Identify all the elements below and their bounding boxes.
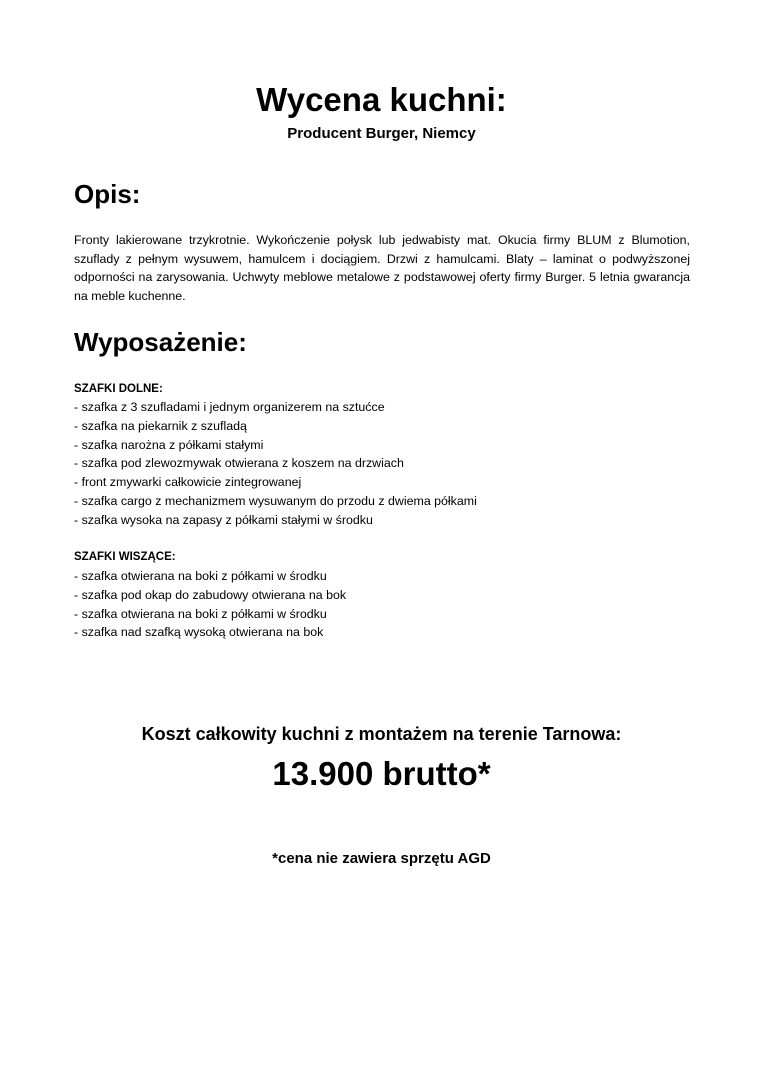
lower-cabinets-title: SZAFKI DOLNE:	[74, 383, 163, 395]
document-subtitle: Producent Burger, Niemcy	[287, 125, 476, 142]
list-item: - szafka z 3 szufladami i jednym organizerem na sztućce	[74, 400, 385, 414]
list-item: - szafka na piekarnik z szufladą	[74, 418, 247, 433]
list-item: - szafka otwierana na boki z półkami w środku	[74, 606, 327, 621]
list-item: - szafka otwierana na boki z półkami w środku	[74, 569, 327, 583]
description-text: Fronty lakierowane trzykrotnie. Wykończenie połysk lub jedwabisty mat. Okucia firmy BLUM z Blumotion, szuflady z pełnym wysuwem, hamulcem i dociągiem. Drzwi z hamulcami. Blaty – laminat o podwyższonej odporności na zarysowania. Uchwyty meblowe metalowe z podstawowej oferty firmy Burger. 5 letnia gwarancja na meble kuchenne.	[74, 233, 690, 304]
list-item: - szafka narożna z półkami stałymi	[74, 437, 264, 452]
equipment-heading: Wyposażenie:	[74, 327, 247, 357]
list-item: - szafka pod zlewozmywak otwierana z koszem na drzwiach	[74, 456, 404, 471]
list-item: - szafka wysoka na zapasy z półkami stałymi w środku	[74, 512, 373, 527]
list-item: - szafka cargo z mechanizmem wysuwanym do przodu z dwiema półkami	[74, 493, 477, 508]
list-item: - szafka nad szafką wysoką otwierana na bok	[74, 625, 324, 640]
lower-cabinets-list	[74, 398, 477, 530]
total-price: 13.900 brutto*	[272, 755, 491, 792]
list-item: - szafka pod okap do zabudowy otwierana na bok	[74, 587, 347, 602]
price-note: *cena nie zawiera sprzętu AGD	[272, 850, 491, 867]
wall-cabinets-title: SZAFKI WISZĄCE:	[74, 551, 176, 563]
list-item: - front zmywarki całkowicie zintegrowanej	[74, 475, 302, 490]
wall-cabinets-list	[74, 567, 346, 642]
total-cost-label: Koszt całkowity kuchni z montażem na terenie Tarnowa:	[141, 724, 622, 744]
document-title: Wycena kuchni:	[256, 81, 507, 118]
description-heading: Opis:	[74, 179, 141, 209]
